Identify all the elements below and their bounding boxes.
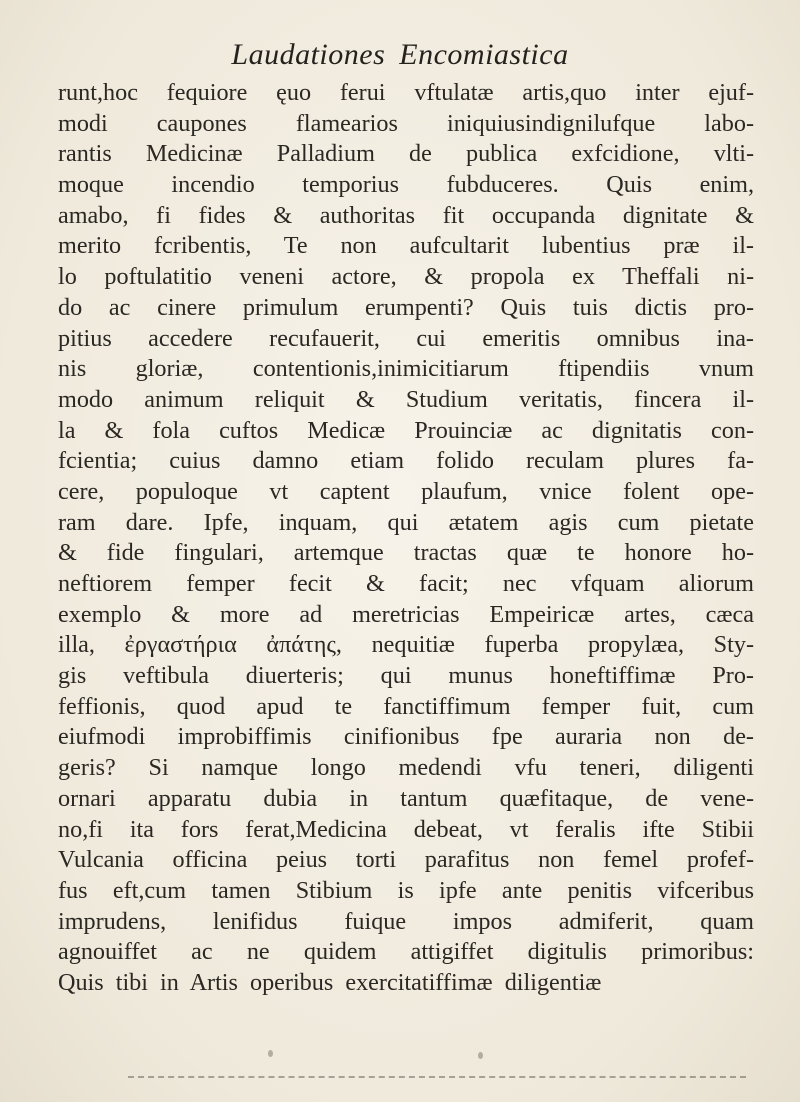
text-line: fcientia; cuius damno etiam folido reculam plures fa- — [58, 447, 754, 475]
text-line: no,fi ita fors ferat,Medicina debeat, vt feralis ifte Stibii — [58, 815, 754, 843]
text-line: gis veftibula diuerteris; qui munus honeftiffimæ Pro- — [58, 662, 754, 690]
text-line: lo poftulatitio veneni actore, & propola ex Theffali ni- — [58, 263, 754, 291]
text-line: ram dare. Ipfe, inquam, qui ætatem agis cum pietate — [58, 508, 754, 536]
paper-speck — [268, 1050, 273, 1057]
text-line: agnouiffet ac ne quidem attigiffet digitulis primoribus: — [58, 938, 754, 966]
text-line: modo animum reliquit & Studium veritatis, fincera il- — [58, 385, 754, 413]
text-line: la & fola cuftos Medicæ Prouinciæ ac dignitatis con- — [58, 416, 754, 444]
body-text — [58, 78, 754, 999]
text-line: Quis tibi in Artis operibus exercitatiffimæ diligentiæ — [58, 968, 602, 996]
text-line: illa, ἐργαστήρια ἀπάτης, nequitiæ fuperba propylæa, Sty- — [58, 631, 754, 659]
header-title-part1: Laudationes — [231, 38, 386, 71]
text-line: runt,hoc fequiore ęuo ferui vftulatæ artis,quo inter ejuf- — [58, 79, 754, 106]
text-line: merito fcribentis, Te non aufcultarit lubentius præ il- — [58, 232, 754, 260]
bottom-show-through-rule — [128, 1076, 746, 1078]
header-title-part2: Encomiastica — [399, 38, 569, 71]
text-line: cere, populoque vt captent plaufum, vnice folent ope- — [58, 477, 754, 505]
text-line: amabo, fi fides & authoritas fit occupanda dignitate & — [58, 201, 754, 229]
text-line: Vulcania officina peius torti parafitus non femel profef- — [58, 846, 754, 874]
text-line: ornari apparatu dubia in tantum quæfitaque, de vene- — [58, 784, 754, 812]
text-line: neftiorem femper fecit & facit; nec vfquam aliorum — [58, 570, 754, 597]
text-line: feffionis, quod apud te fanctiffimum femper fuit, cum — [58, 692, 754, 720]
text-line: exemplo & more ad meretricias Empeiricæ artes, cæca — [58, 600, 754, 628]
text-line: geris? Si namque longo medendi vfu teneri, diligenti — [58, 754, 754, 782]
text-line: pitius accedere recufauerit, cui emeritis omnibus ina- — [58, 324, 754, 352]
text-line: moque incendio temporius fubduceres. Quis enim, — [58, 171, 754, 199]
text-line: & fide fingulari, artemque tractas quæ te honore ho- — [58, 539, 754, 567]
running-header — [0, 38, 800, 72]
text-line: eiufmodi improbiffimis cinifionibus fpe auraria non de- — [58, 723, 754, 751]
text-line: rantis Medicinæ Palladium de publica exfcidione, vlti- — [58, 140, 754, 168]
text-line: modi caupones flamearios iniquiusindignilufque labo- — [58, 109, 754, 137]
text-line: fus eft,cum tamen Stibium is ipfe ante penitis vifceribus — [58, 876, 754, 904]
text-line: do ac cinere primulum erumpenti? Quis tuis dictis pro- — [58, 293, 754, 321]
text-line: nis gloriæ, contentionis,inimicitiarum ftipendiis vnum — [58, 355, 754, 383]
text-line: imprudens, lenifidus fuique impos admiferit, quam — [58, 907, 754, 935]
paper-speck — [478, 1052, 483, 1059]
